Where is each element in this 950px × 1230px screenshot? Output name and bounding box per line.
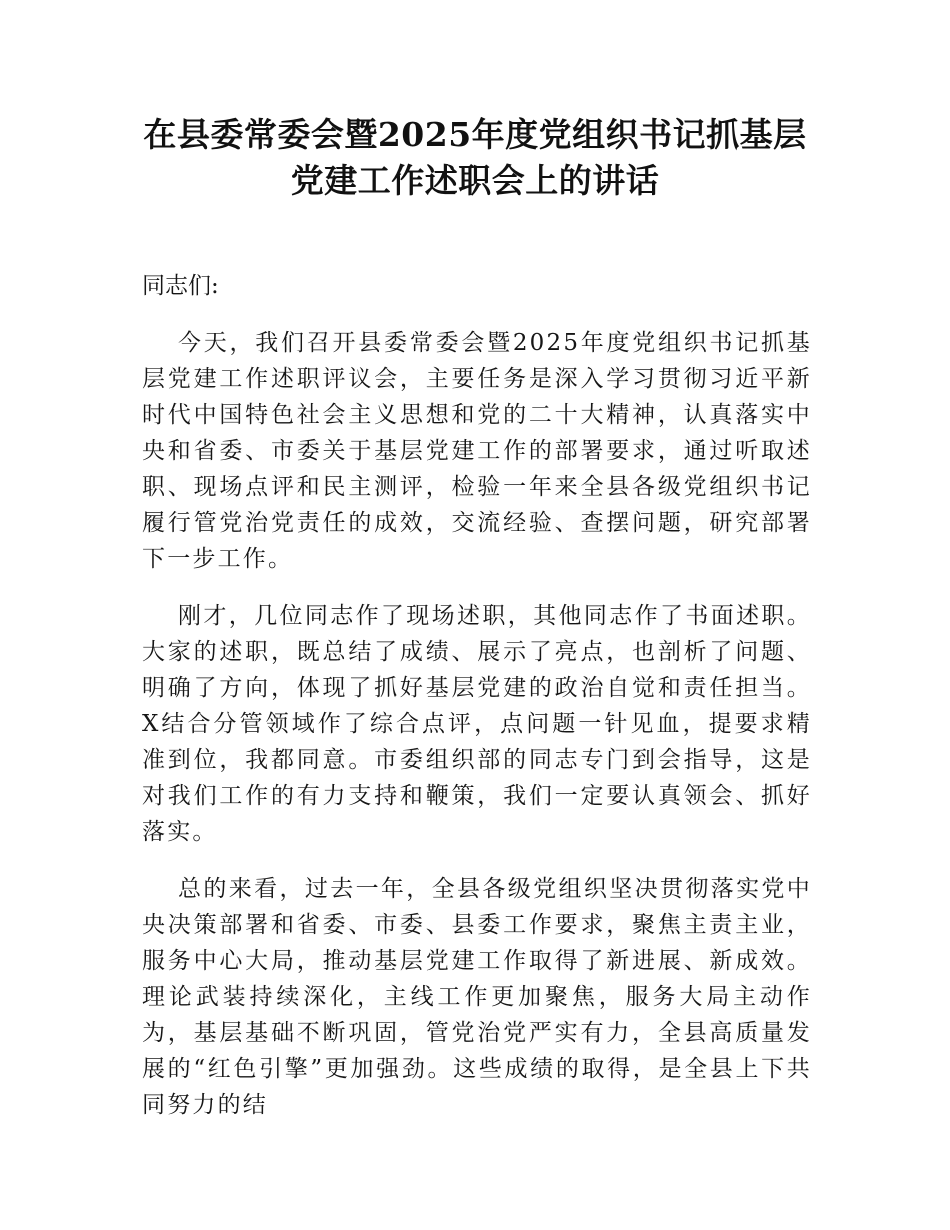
document-title	[100, 112, 850, 204]
document-body	[142, 268, 812, 1144]
title-line-2: 党建工作述职会上的讲话	[290, 161, 660, 200]
paragraph-1: 今天，我们召开县委常委会暨2025年度党组织书记抓基层党建工作述职评议会，主要任务是深入学习贯彻习近平新时代中国特色社会主义思想和党的二十大精神，认真落实中央和省委、市委关于基层党建工作的部署要求，通过听取述职、现场点评和民主测评，检验一年来全县各级党组织书记履行管党治党责任的成效，交流经验、查摆问题，研究部署下一步工作。	[142, 330, 812, 572]
title-line-1: 在县委常委会暨2025年度党组织书记抓基层	[143, 115, 807, 154]
salutation: 同志们:	[142, 273, 219, 299]
paragraph-3: 总的来看，过去一年，全县各级党组织坚决贯彻落实党中央决策部署和省委、市委、县委工作要求，聚焦主责主业，服务中心大局，推动基层党建工作取得了新进展、新成效。理论武装持续深化，主线工作更加聚焦，服务大局主动作为，基层基础不断巩固，管党治党严实有力，全县高质量发展的“红色引擎”更加强劲。这些成绩的取得，是全县上下共同努力的结	[142, 876, 812, 1118]
paragraph-2: 刚才，几位同志作了现场述职，其他同志作了书面述职。大家的述职，既总结了成绩、展示了亮点，也剖析了问题、明确了方向，体现了抓好基层党建的政治自觉和责任担当。X结合分管领域作了综合点评，点问题一针见血，提要求精准到位，我都同意。市委组织部的同志专门到会指导，这是对我们工作的有力支持和鞭策，我们一定要认真领会、抓好落实。	[142, 603, 812, 845]
